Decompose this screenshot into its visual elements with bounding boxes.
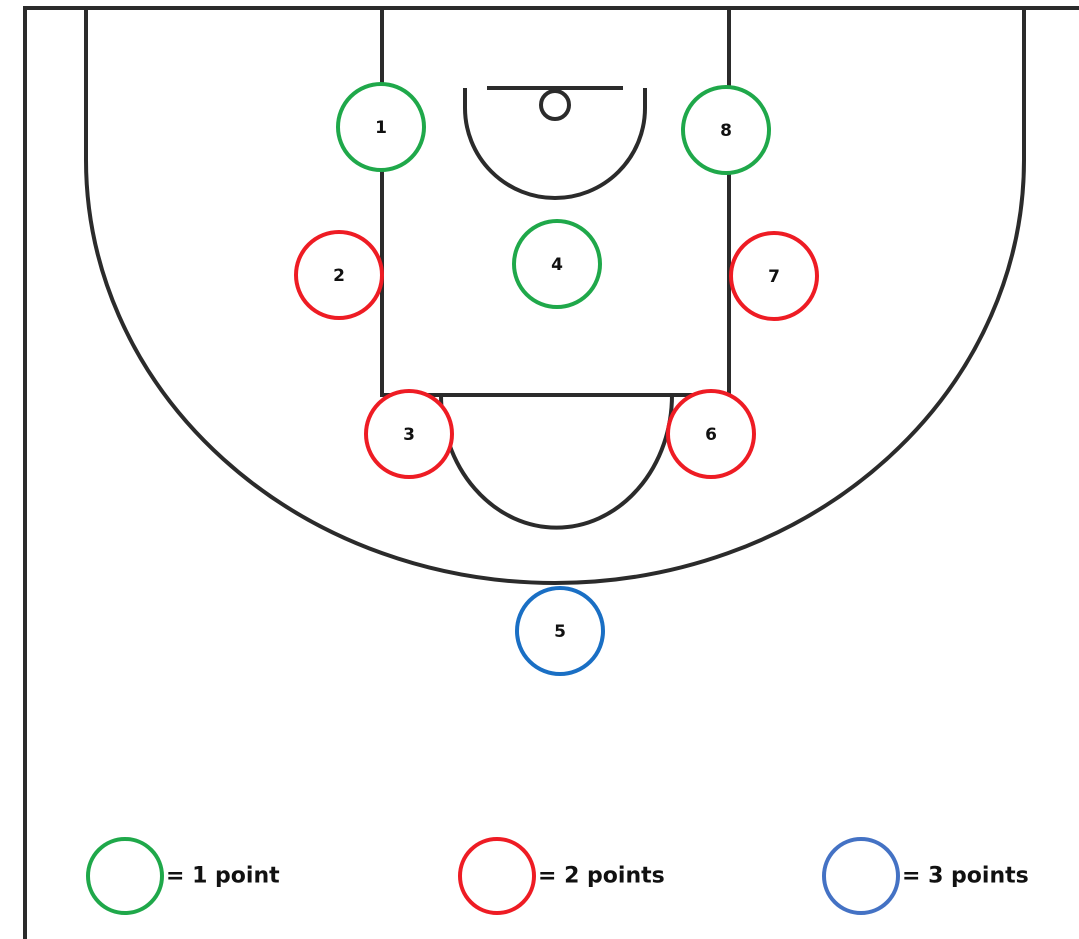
spot-number: 4 [551,255,563,275]
spot-number: 6 [705,425,717,445]
legend-item-2 [460,839,665,913]
spot-2 [296,232,382,318]
legend-label: = 3 points [902,863,1029,889]
legend [88,839,1029,913]
spot-number: 7 [768,267,780,287]
court-boundary [25,8,1079,939]
spot-number: 3 [403,425,415,445]
spot-7 [731,233,817,319]
shooting-spots [296,84,817,674]
spot-3 [366,391,452,477]
spot-number: 1 [375,118,387,138]
free-throw-lane [382,8,729,395]
spot-6 [668,391,754,477]
legend-label: = 1 point [166,863,280,889]
legend-swatch [88,839,162,913]
legend-swatch [824,839,898,913]
legend-swatch [460,839,534,913]
spot-5 [517,588,603,674]
restricted-area-arc [465,88,645,198]
free-throw-circle [441,395,672,528]
legend-item-3 [824,839,1029,913]
spot-1 [338,84,424,170]
spot-number: 8 [720,121,732,141]
spot-8 [683,87,769,173]
spot-4 [514,221,600,307]
legend-label: = 2 points [538,863,665,889]
legend-item-1 [88,839,280,913]
court-markings [25,8,1079,939]
hoop [541,91,569,119]
spot-number: 5 [554,622,566,642]
spot-number: 2 [333,266,345,286]
